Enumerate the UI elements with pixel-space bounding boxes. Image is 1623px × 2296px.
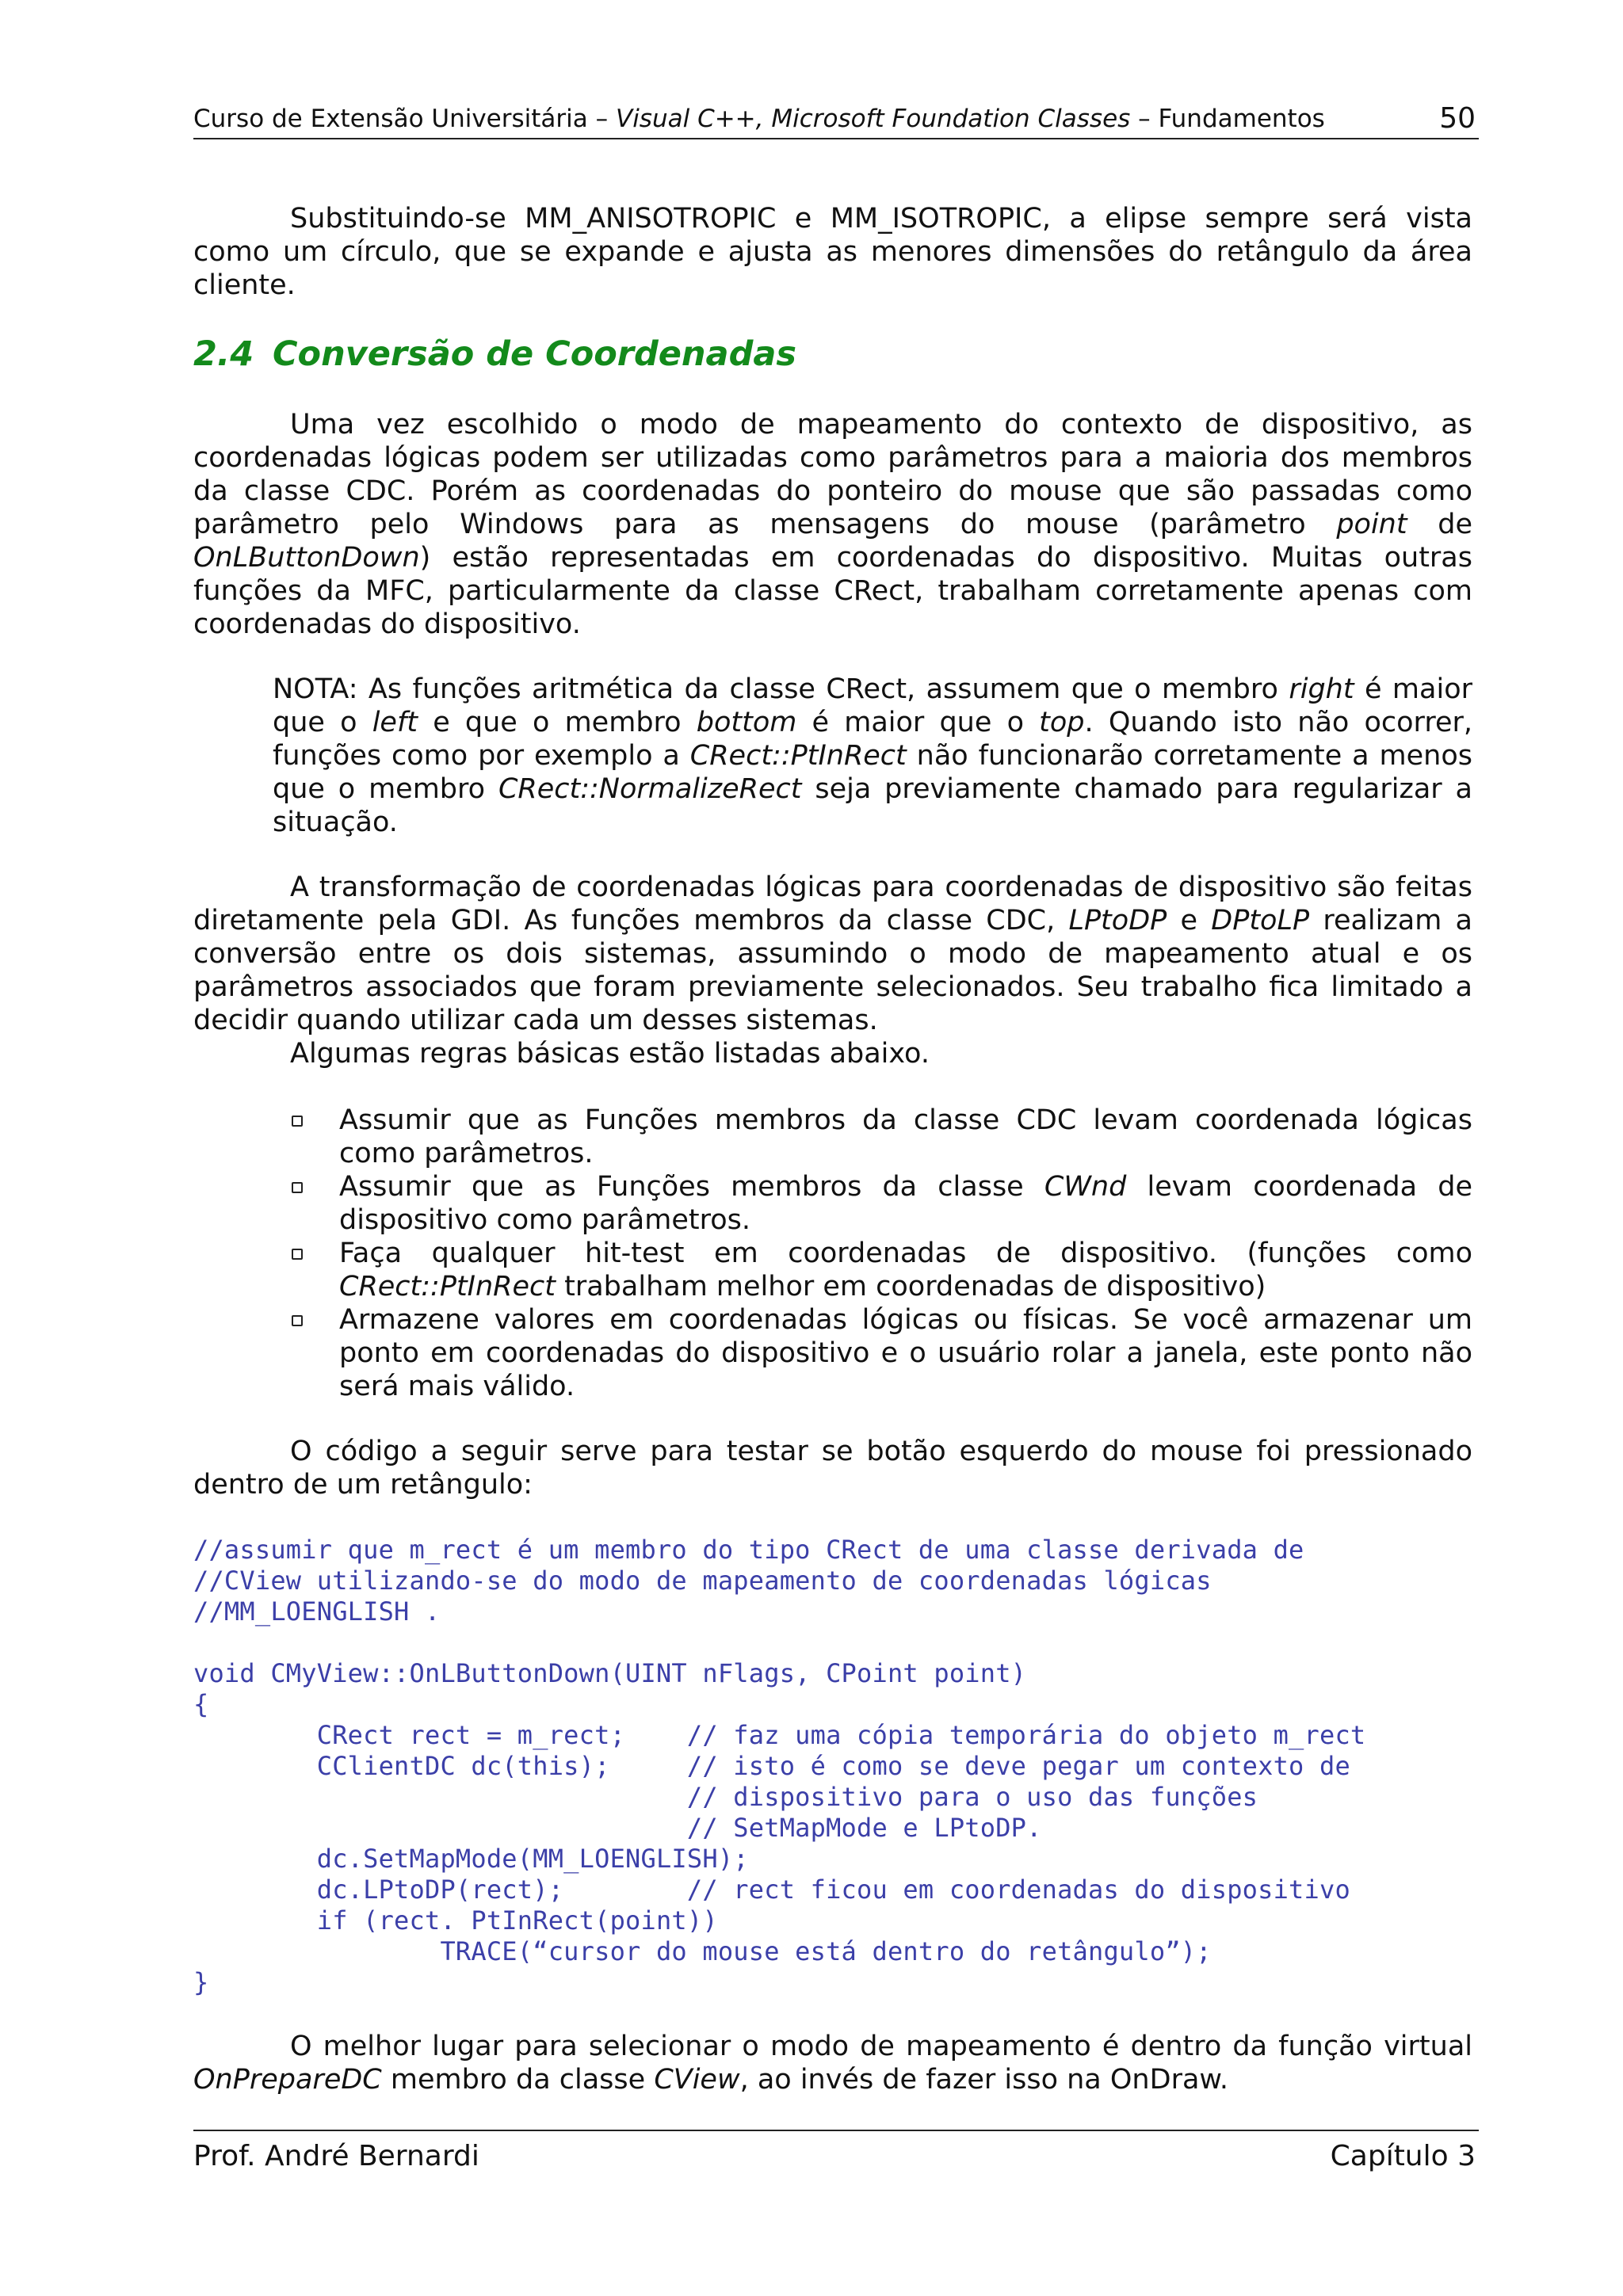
paragraph-code-intro: O código a seguir serve para testar se botão esquerdo do mouse foi pressionado dentro de um retângulo: [193,1436,1472,1501]
section-heading [193,334,1472,375]
code-comment-line: //MM_LOENGLISH . [193,1596,441,1627]
code-line: } [193,1967,209,1997]
checkbox-bullet-icon [292,1116,303,1127]
page-content [193,202,1472,2096]
rules-intro: Algumas regras básicas estão listadas abaixo. [290,1038,930,1070]
code-line: CClientDC dc(this); // isto é como se deve pegar um contexto de [193,1751,1350,1781]
code-line: if (rect. PtInRect(point)) [193,1905,718,1936]
list-item: Assumir que as Funções membros da classe CWnd levam coordenada de dispositivo como parâmetros. [193,1170,1472,1237]
code-line: void CMyView::OnLButtonDown(UINT nFlags, CPoint point) [193,1658,1027,1688]
footer-author: Prof. André Bernardi [193,2140,479,2172]
section-number: 2.4 [193,334,254,374]
paragraph-mapping: Uma vez escolhido o modo de mapeamento do contexto de dispositivo, as coordenadas lógicas podem ser utilizadas como parâmetros para a maioria dos membros da classe CDC. Porém as coordenadas do ponteiro do mouse que são passadas como parâmetro pelo Windows para as mensagens do mouse (parâmetro point de OnLButtonDown) estão representadas em coordenadas do dispositivo. Muitas outras funções da MFC, particularmente da classe CRect, trabalham corretamente apenas com coordenadas do dispositivo. [193,409,1472,640]
code-line: // dispositivo para o uso das funções [193,1782,1258,1812]
note-paragraph: NOTA: As funções aritmética da classe CRect, assumem que o membro right é maior que o left e que o membro bottom é maior que o top. Quando isto não ocorrer, funções como por exemplo a CRect::PtInRect não funcionarão corretamente a menos que o membro CRect::NormalizeRect seja previamente chamado para regularizar a situação. [273,673,1473,838]
list-item: Faça qualquer hit-test em coordenadas de dispositivo. (funções como CRect::PtInRect trabalham melhor em coordenadas de dispositivo) [193,1237,1472,1303]
code-line: dc.SetMapMode(MM_LOENGLISH); [193,1844,749,1874]
paragraph-onpreparedc: O melhor lugar para selecionar o modo de mapeamento é dentro da função virtual OnPrepareDC membro da classe CView, ao invés de fazer isso na OnDraw. [193,2031,1472,2096]
checkbox-bullet-icon [292,1249,303,1260]
code-line: CRect rect = m_rect; // faz uma cópia temporária do objeto m_rect [193,1720,1366,1750]
rules-list [193,1104,1472,1403]
page-number: 50 [1439,102,1476,135]
footer-chapter: Capítulo 3 [1330,2140,1476,2172]
code-blank-line [193,1627,1472,1658]
section-title: Conversão de Coordenadas [273,334,796,374]
code-line: TRACE(“cursor do mouse está dentro do retângulo”); [193,1936,1212,1966]
checkbox-bullet-icon [292,1182,303,1193]
paragraph-transformation: A transformação de coordenadas lógicas para coordenadas de dispositivo são feitas diretamente pela GDI. As funções membros da classe CDC, LPtoDP e DPtoLP realizam a conversão entre os dois sistemas, assumindo o modo de mapeamento atual e os parâmetros associados que foram previamente selecionados. Seu trabalho fica limitado a decidir quando utilizar cada um desses sistemas. [193,871,1472,1036]
code-block [193,1535,1472,1998]
header-course-title: Curso de Extensão Universitária – Visual C++, Microsoft Foundation Classes – Fundamentos [193,105,1325,133]
page-footer [193,2130,1479,2171]
code-comment-line: //assumir que m_rect é um membro do tipo CRect de uma classe derivada de [193,1535,1304,1565]
code-comment-line: //CView utilizando-se do modo de mapeamento de coordenadas lógicas [193,1566,1212,1596]
code-line: // SetMapMode e LPtoDP. [193,1813,1042,1843]
list-item: Armazene valores em coordenadas lógicas ou físicas. Se você armazenar um ponto em coordenadas do dispositivo e o usuário rolar a janela, este ponto não será mais válido. [193,1303,1472,1403]
checkbox-bullet-icon [292,1315,303,1326]
code-line: { [193,1689,209,1719]
paragraph-intro: Substituindo-se MM_ANISOTROPIC e MM_ISOTROPIC, a elipse sempre será vista como um círculo, que se expande e ajusta as menores dimensões do retângulo da área cliente. [193,203,1472,301]
page-header [193,100,1479,139]
code-line: dc.LPtoDP(rect); // rect ficou em coordenadas do dispositivo [193,1875,1350,1905]
list-item: Assumir que as Funções membros da classe CDC levam coordenada lógicas como parâmetros. [193,1104,1472,1170]
